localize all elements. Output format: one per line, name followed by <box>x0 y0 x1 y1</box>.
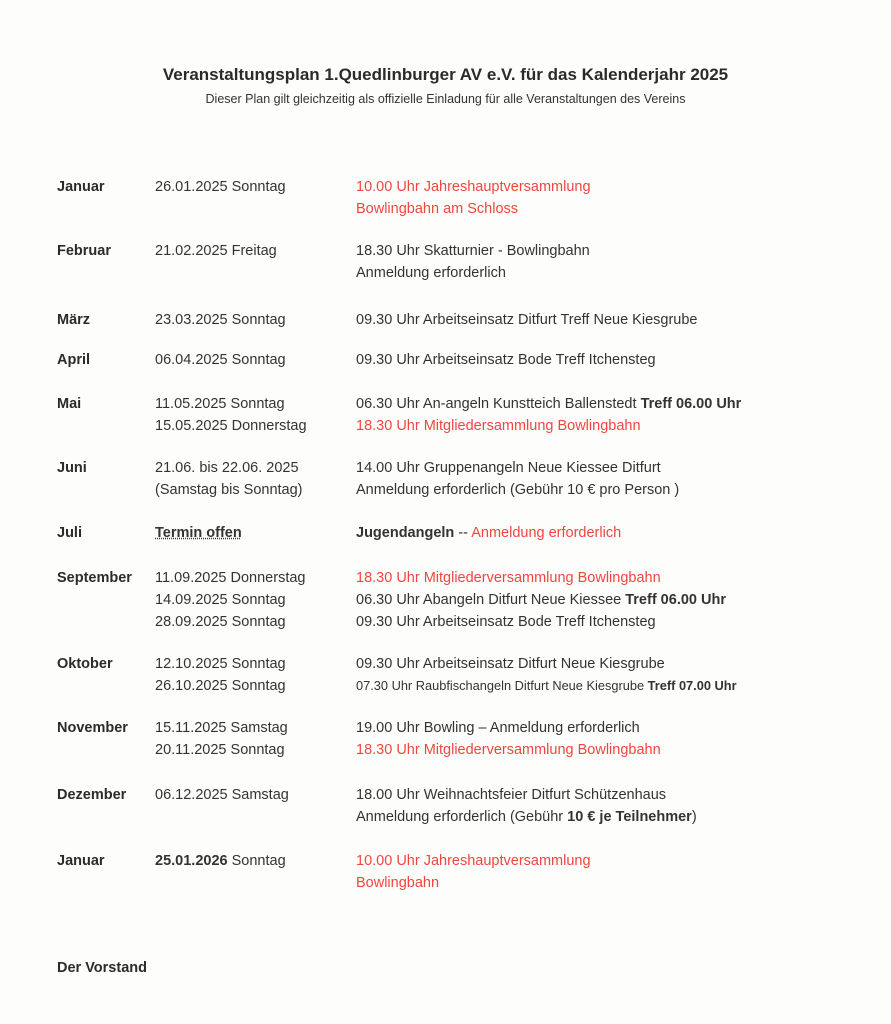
event-list <box>356 717 661 761</box>
event-list <box>356 784 697 828</box>
event: Bowlingbahn <box>356 875 440 891</box>
date: 26.10.2025 Sonntag <box>155 678 286 694</box>
event-text-after: ) <box>691 809 697 825</box>
event-list <box>356 522 621 544</box>
page-subtitle: Dieser Plan gilt gleichzeitig als offizielle Einladung für alle Veranstaltungen des Vereins <box>205 92 686 106</box>
event-list <box>356 653 737 697</box>
month-label: Januar <box>57 853 105 869</box>
month-label: November <box>57 720 128 736</box>
date: 11.09.2025 Donnerstag <box>155 570 306 586</box>
date: 28.09.2025 Sonntag <box>155 614 286 630</box>
event-text: 06.30 Uhr An-angeln Kunstteich Ballenstedt <box>356 396 641 412</box>
date: 21.06. bis 22.06. 2025 <box>155 460 299 476</box>
signature: Der Vorstand <box>57 960 147 976</box>
date: 15.05.2025 Donnerstag <box>155 418 307 434</box>
date: 14.09.2025 Sonntag <box>155 592 286 608</box>
event: 18.30 Uhr Mitgliedersammlung Bowlingbahn <box>356 418 641 434</box>
event: 09.30 Uhr Arbeitseinsatz Bode Treff Itchensteg <box>356 352 656 368</box>
event: 09.30 Uhr Arbeitseinsatz Ditfurt Treff Neue Kiesgrube <box>356 312 698 328</box>
event: 18.30 Uhr Skatturnier - Bowlingbahn <box>356 243 590 259</box>
event: 10.00 Uhr Jahreshauptversammlung <box>356 179 591 195</box>
event: 18.30 Uhr Mitgliederversammlung Bowlingbahn <box>356 742 661 758</box>
date: 26.01.2025 Sonntag <box>155 179 286 195</box>
event-list <box>356 349 656 371</box>
date: 12.10.2025 Sonntag <box>155 656 286 672</box>
date-list <box>155 653 286 697</box>
date-list <box>155 240 277 262</box>
event: Anmeldung erforderlich (Gebühr 10 € pro Person ) <box>356 482 680 498</box>
date-open: Termin offen <box>155 525 242 541</box>
event: 18.30 Uhr Mitgliederversammlung Bowlingbahn <box>356 570 661 586</box>
date: (Samstag bis Sonntag) <box>155 482 303 498</box>
event: 09.30 Uhr Arbeitseinsatz Ditfurt Neue Kiesgrube <box>356 656 665 672</box>
date-list <box>155 784 289 806</box>
event <box>356 522 621 544</box>
date-bold: 25.01.2026 <box>155 853 228 869</box>
date <box>155 850 286 872</box>
event-list <box>356 309 697 331</box>
date: 06.04.2025 Sonntag <box>155 352 286 368</box>
date: 20.11.2025 Sonntag <box>155 742 285 758</box>
event-title: Jugendangeln <box>356 525 455 541</box>
month-label: Juni <box>57 460 87 476</box>
event-list <box>356 567 726 633</box>
date-list <box>155 309 286 331</box>
date: 21.02.2025 Freitag <box>155 243 277 259</box>
event <box>356 675 737 697</box>
page-title: Veranstaltungsplan 1.Quedlinburger AV e.V. für das Kalenderjahr 2025 <box>162 65 729 84</box>
month-label: April <box>57 352 91 368</box>
date-list <box>155 717 288 761</box>
event-fee: 10 € je Teilnehmer <box>567 809 692 825</box>
event-text: Anmeldung erforderlich (Gebühr <box>356 809 568 825</box>
event: 09.30 Uhr Arbeitseinsatz Bode Treff Itchensteg <box>356 614 656 630</box>
event: 19.00 Uhr Bowling – Anmeldung erforderlich <box>356 720 640 736</box>
month-label: September <box>57 570 132 586</box>
event-list <box>356 176 591 220</box>
month-label: Juli <box>57 525 82 541</box>
date: 11.05.2025 Sonntag <box>155 396 285 412</box>
event <box>356 393 741 415</box>
date: 15.11.2025 Samstag <box>155 720 288 736</box>
date-list <box>155 393 307 437</box>
date-weekday: Sonntag <box>227 853 286 869</box>
date-list <box>155 567 306 633</box>
month-label: Oktober <box>57 656 113 672</box>
month-label: März <box>57 312 91 328</box>
date-list <box>155 457 303 501</box>
event-list <box>356 240 590 284</box>
event-list <box>356 393 741 437</box>
event-separator: -- <box>454 525 472 541</box>
date-list <box>155 349 286 371</box>
event: 18.00 Uhr Weihnachtsfeier Ditfurt Schützenhaus <box>356 787 667 803</box>
month-label: Dezember <box>57 787 127 803</box>
event: 10.00 Uhr Jahreshauptversammlung <box>356 853 591 869</box>
date-list <box>155 176 286 198</box>
event-meeting-time: Treff 06.00 Uhr <box>625 592 726 608</box>
month-label: Mai <box>57 396 82 412</box>
date-list <box>155 850 286 872</box>
month-label: Februar <box>57 243 111 259</box>
event: Bowlingbahn am Schloss <box>356 201 519 217</box>
event <box>356 589 726 611</box>
event <box>356 806 697 828</box>
event-meeting-time: Treff 06.00 Uhr <box>640 396 742 412</box>
event-text: 07.30 Uhr Raubfischangeln Ditfurt Neue Kiesgrube <box>356 678 648 693</box>
event-list <box>356 850 591 894</box>
event: 14.00 Uhr Gruppenangeln Neue Kiessee Ditfurt <box>356 460 661 476</box>
event-text: 06.30 Uhr Abangeln Ditfurt Neue Kiessee <box>356 592 626 608</box>
event: Anmeldung erforderlich <box>356 265 506 281</box>
event-note: Anmeldung erforderlich <box>471 525 622 541</box>
event-list <box>356 457 679 501</box>
date: 23.03.2025 Sonntag <box>155 312 286 328</box>
month-label: Januar <box>57 179 105 195</box>
date: 06.12.2025 Samstag <box>155 787 289 803</box>
date-list <box>155 522 242 544</box>
event-meeting-time: Treff 07.00 Uhr <box>647 678 737 693</box>
